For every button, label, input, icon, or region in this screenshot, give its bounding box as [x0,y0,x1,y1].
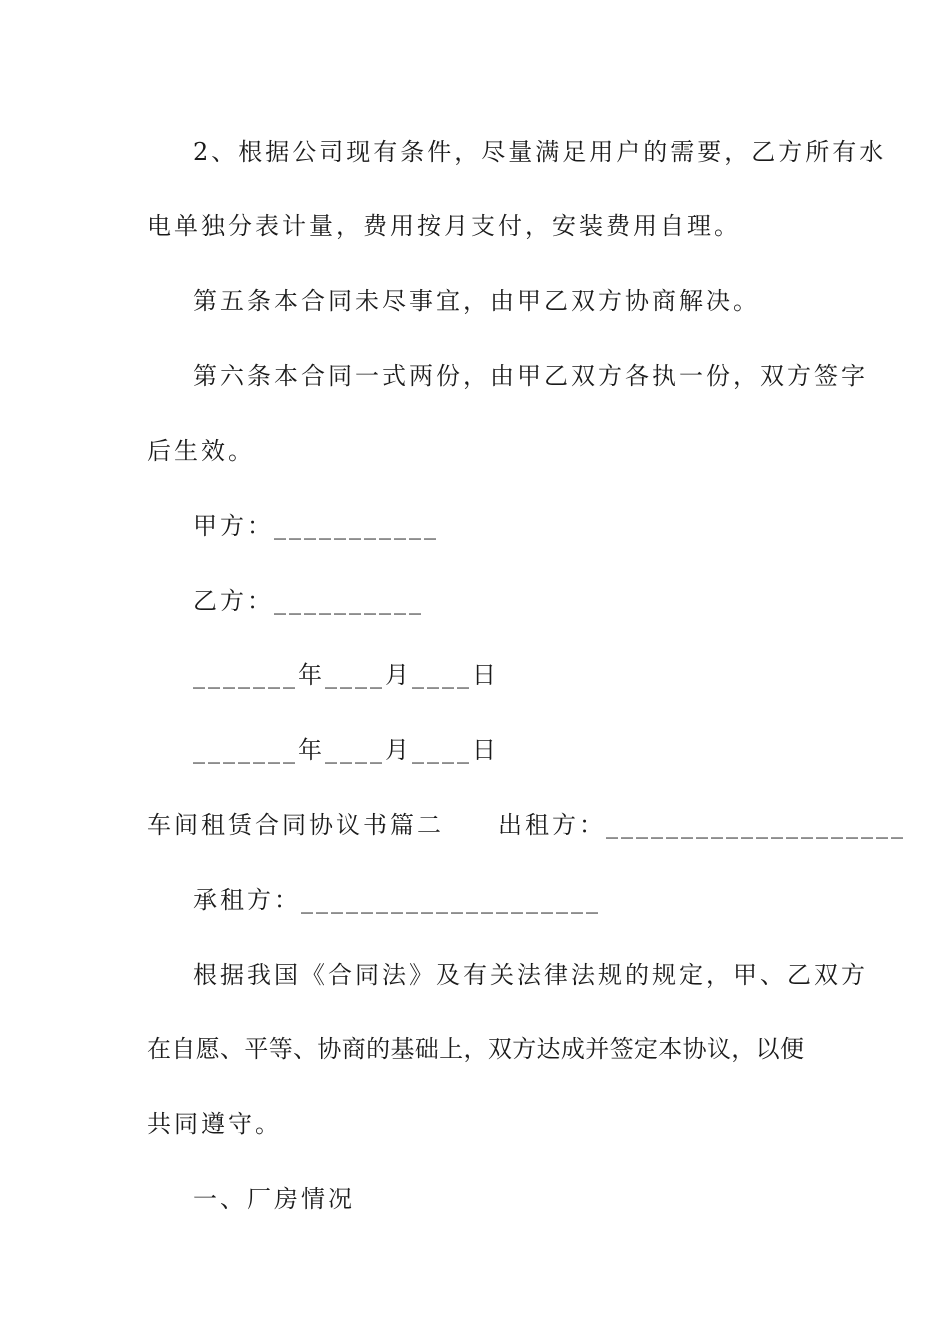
paragraph-line-basis-1: 根据我国《合同法》及有关法律法规的规定，甲、乙双方 [193,961,868,989]
paragraph-line-clause-2-end: 电单独分表计量，费用按月支付，安装费用自理。 [147,212,741,240]
paragraph-line-basis-2: 在自愿、平等、协商的基础上，双方达成并签定本协议，以便 [147,1035,804,1063]
paragraph-line-basis-3: 共同遵守。 [147,1110,282,1138]
paragraph-line-article-6-start: 第六条本合同一式两份，由甲乙双方各执一份，双方签字 [193,362,868,390]
section-heading-factory-status: 一、厂房情况 [193,1185,355,1213]
section-heading-part-two-lessor: 车间租赁合同协议书篇二 出租方：____________________ [147,811,906,839]
date-line-2: _______年____月____日 [193,736,499,764]
signature-line-party-b: 乙方：__________ [193,587,424,615]
paragraph-line-article-5: 第五条本合同未尽事宜，由甲乙双方协商解决。 [193,287,760,315]
signature-line-party-a: 甲方：___________ [193,512,439,540]
lessee-line: 承租方：____________________ [193,886,601,914]
paragraph-line-clause-2-start: 2、根据公司现有条件，尽量满足用户的需要，乙方所有水 [193,138,887,166]
date-line-1: _______年____月____日 [193,661,499,689]
paragraph-line-article-6-end: 后生效。 [147,437,255,465]
